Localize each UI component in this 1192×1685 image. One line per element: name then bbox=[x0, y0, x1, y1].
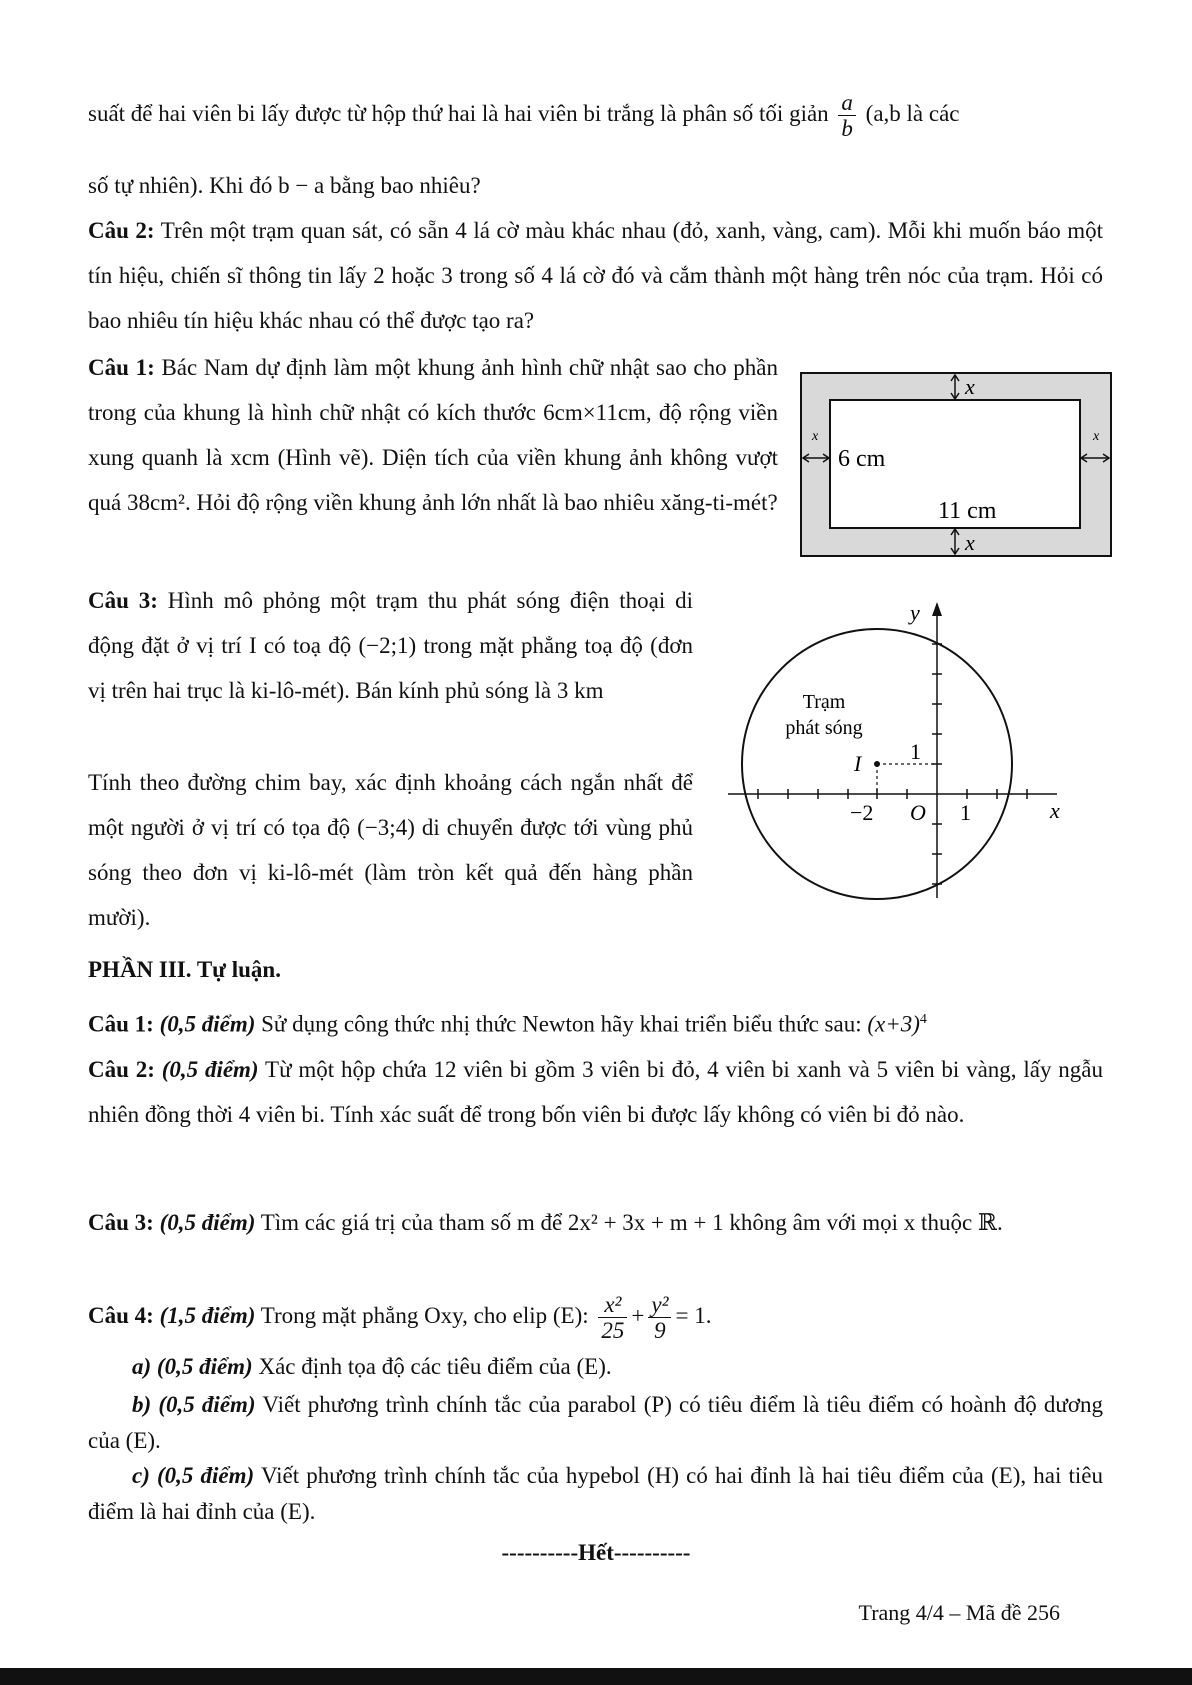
part-b-label: b) (0,5 điểm) bbox=[132, 1392, 256, 1417]
essay-question-3 bbox=[88, 1200, 1103, 1245]
essay-1-expression: (x+3) bbox=[867, 1011, 920, 1037]
x-axis-label: x bbox=[1050, 798, 1060, 823]
question-2-text: Trên một trạm quan sát, có sẵn 4 lá cờ màu khác nhau (đỏ, xanh, vàng, cam). Mỗi khi muốn báo một tín hiệu, chiến sĩ thông tin lấy 2 hoặc 3 trong số 4 lá cờ đó và cắm thành một hàng trên nóc của trạm. Hỏi có bao nhiêu tín hiệu khác nhau có thể được tạo ra? bbox=[88, 218, 1104, 333]
axis-ticks bbox=[758, 644, 1027, 884]
page-footer: Trang 4/4 – Mã đề 256 bbox=[858, 1600, 1060, 1625]
label-x-left: x bbox=[812, 429, 819, 444]
label-x-right: x bbox=[1093, 429, 1100, 444]
question-3 bbox=[88, 578, 693, 713]
question-3-part-2: Tính theo đường chim bay, xác định khoảng cách ngắn nhất để một người ở vị trí có tọa độ (−3;4) di chuyển được tới vùng phủ sóng theo đơn vị ki-lô-mét (làm tròn kết quả đến hàng phần mười). bbox=[88, 770, 693, 930]
question-2 bbox=[88, 208, 1103, 343]
ellipse-y-denominator: 9 bbox=[654, 1318, 666, 1344]
signal-coverage-figure bbox=[722, 596, 1067, 906]
tick-label-neg2: −2 bbox=[850, 800, 874, 825]
essay-3-text: Tìm các giá trị của tham số m để 2x² + 3x + m + 1 không âm với mọi x thuộc ℝ. bbox=[260, 1210, 1003, 1235]
essay-1-points: (0,5 điểm) bbox=[159, 1011, 256, 1037]
essay-2-points: (0,5 điểm) bbox=[161, 1057, 259, 1082]
label-width-11cm: 11 cm bbox=[938, 498, 997, 524]
fraction-a-over-b bbox=[838, 90, 856, 141]
ellipse-plus: + bbox=[631, 1303, 645, 1328]
label-height-6cm: 6 cm bbox=[838, 446, 886, 472]
end-mark: ----------Hết---------- bbox=[501, 1540, 691, 1565]
question-2-label: Câu 2: bbox=[88, 218, 155, 243]
essay-3-points: (0,5 điểm) bbox=[159, 1210, 256, 1235]
label-x-bottom: x bbox=[965, 530, 975, 555]
center-label: I bbox=[854, 751, 862, 776]
essay-4-part-c bbox=[88, 1458, 1103, 1530]
essay-question-2 bbox=[88, 1047, 1103, 1137]
station-label-line-2: phát sóng bbox=[785, 717, 863, 739]
question-3-label: Câu 3: bbox=[88, 588, 158, 613]
essay-3-label: Câu 3: bbox=[88, 1210, 154, 1235]
photo-frame-figure bbox=[800, 372, 1112, 557]
fraction-denominator: b bbox=[841, 116, 853, 141]
part-c-text: Viết phương trình chính tắc của hypebol (H) có hai đỉnh là hai tiêu điểm của (E), hai tiêu điểm là hai đỉnh của (E). bbox=[88, 1463, 1103, 1524]
ellipse-x-numerator: x² bbox=[598, 1292, 627, 1318]
essay-4-part-a bbox=[88, 1349, 1103, 1385]
essay-question-1 bbox=[88, 997, 1103, 1047]
part-a-text: Xác định tọa độ các tiêu điểm của (E). bbox=[258, 1354, 612, 1379]
label-x-top: x bbox=[965, 374, 975, 399]
ellipse-y-numerator: y² bbox=[648, 1292, 671, 1318]
scan-bottom-border bbox=[0, 1668, 1192, 1685]
essay-question-4 bbox=[88, 1290, 1103, 1343]
essay-2-label: Câu 2: bbox=[88, 1057, 155, 1082]
ellipse-fraction-y bbox=[648, 1292, 671, 1343]
essay-1-text: Sử dụng công thức nhị thức Newton hãy khai triển biểu thức sau: bbox=[261, 1011, 862, 1037]
essay-1-exponent: 4 bbox=[919, 1012, 927, 1027]
part-b-text: Viết phương trình chính tắc của parabol (P) có tiêu điểm là tiêu điểm có hoành độ dương của (E). bbox=[88, 1392, 1104, 1453]
essay-4-points: (1,5 điểm) bbox=[159, 1303, 256, 1328]
continuation-line-1 bbox=[88, 90, 1103, 150]
essay-4-label: Câu 4: bbox=[88, 1303, 154, 1328]
ellipse-fraction-x bbox=[598, 1292, 627, 1343]
question-1-text: Bác Nam dự định làm một khung ảnh hình chữ nhật sao cho phần trong của khung là hình chữ nhật có kích thước 6cm×11cm, độ rộng viền xung quanh là xcm (Hình vẽ). Diện tích của viền khung ảnh không vượt quá 38cm². Hỏi độ rộng viền khung ảnh lớn nhất là bao nhiêu xăng-ti-mét? bbox=[88, 355, 779, 515]
y-axis-label: y bbox=[910, 600, 920, 625]
ellipse-equals: = 1. bbox=[675, 1303, 712, 1328]
continuation-line-2: số tự nhiên). Khi đó b − a bằng bao nhiêu? bbox=[88, 173, 481, 198]
fraction-numerator: a bbox=[838, 90, 856, 116]
part-3-heading: PHẦN III. Tự luận. bbox=[88, 957, 281, 982]
continuation-text-b: (a,b là các bbox=[865, 100, 960, 126]
question-1-label: Câu 1: bbox=[88, 355, 155, 380]
station-label-line-1: Trạm bbox=[802, 691, 846, 713]
origin-label: O bbox=[910, 800, 926, 825]
part-c-label: c) (0,5 điểm) bbox=[132, 1463, 255, 1488]
ellipse-x-denominator: 25 bbox=[601, 1318, 625, 1344]
essay-4-text: Trong mặt phẳng Oxy, cho elip (E): bbox=[260, 1303, 589, 1328]
essay-1-label: Câu 1: bbox=[88, 1011, 154, 1037]
question-3-text-1: Hình mô phỏng một trạm thu phát sóng điện thoại di động đặt ở vị trí I có toạ độ (−2;1) trong mặt phẳng toạ độ (đơn vị trên hai trục là ki-lô-mét). Bán kính phủ sóng là 3 km bbox=[88, 588, 694, 703]
tick-label-x-1: 1 bbox=[960, 800, 971, 825]
essay-4-part-b bbox=[88, 1387, 1103, 1459]
tick-label-y-1: 1 bbox=[910, 739, 921, 764]
center-point-i bbox=[874, 761, 880, 767]
question-1 bbox=[88, 345, 778, 525]
continuation-text-a: suất để hai viên bi lấy được từ hộp thứ hai là hai viên bi trắng là phân số tối giản bbox=[88, 100, 829, 126]
essay-2-text: Từ một hộp chứa 12 viên bi gồm 3 viên bi đỏ, 4 viên bi xanh và 5 viên bi vàng, lấy ngẫu nhiên đồng thời 4 viên bi. Tính xác suất để trong bốn viên bi được lấy không có viên bi đỏ nào. bbox=[88, 1057, 1104, 1127]
part-a-label: a) (0,5 điểm) bbox=[132, 1354, 253, 1379]
